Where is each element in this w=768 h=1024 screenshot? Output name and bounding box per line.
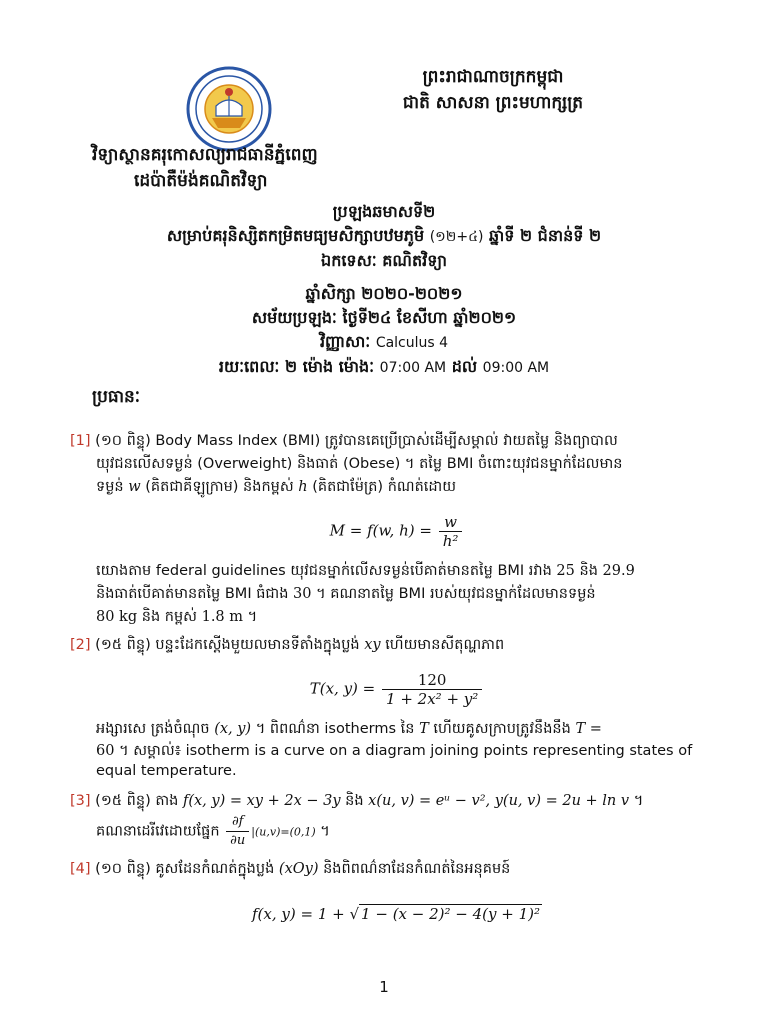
question-number: [4]: [70, 861, 91, 877]
question-number: [3]: [70, 793, 91, 809]
institute-header: [92, 142, 318, 194]
kingdom-header: [378, 64, 608, 116]
kingdom-line-1: ព្រះរាជាណាចក្រកម្ពុជា: [422, 67, 564, 87]
question-1: [1] (១០ ពិន្ទុ) Body Mass Index (BMI) ត្រូវបានគេប្រើប្រាស់ដើម្បីសម្គាល់ វាយតម្លៃ និងព្យាបាល យុវជនលើសទម្ងន់ (Overweight) និងធាត់ (Obese) ។ តម្លៃ BMI ចំពោះយុវជនម្នាក់ដែលមាន ទម្ងន់ w (គិតជាគីឡូក្រាម) និងកម្ពស់ h (គិតជាម៉ែត្រ) កំណត់ដោយ M = f(w, h) = $\frac{w}{\text{h²}}$ យោងតាម federal guidelines យុវជនម្នាក់លើសទម្ងន់បើគាត់មានតម្លៃ BMI រវាង 25 និង 29.9 និងធាត់បើគាត់មានតម្លៃ BMI ធំជាង 30 ។ គណនាតម្លៃ BMI របស់យុវជនម្នាក់ដែលមានទម្ងន់ 80 kg និង កម្ពស់ 1.8 m ។: [96, 430, 698, 629]
exam-info: [0, 200, 768, 273]
department-name: ដេប៉ាតឺម៉ង់គណិតវិទ្យា: [134, 171, 268, 191]
exam-schedule: [0, 282, 768, 380]
exam-session: សម័យប្រឡងៈ ថ្ងៃទី២៤ ខែសីហា ឆ្នាំ២០២១: [251, 308, 517, 327]
question-number: [1]: [70, 433, 91, 449]
question-3: [3] (១៥ ពិន្ទុ) តាង f(x, y) = xy + 2x − 3y និង x(u, v) = eᵘ − v², y(u, v) = 2u + ln v ។ គណនាដេរីវេដោយផ្នែក $\frac{\partial f}{\partial u}$ |(u,v)=(0,1) ។: [70, 793, 644, 848]
exam-subject: វិញ្ញាសាៈ Calculus 4: [319, 332, 449, 351]
question-4: [4] (១០ ពិន្ទុ) គូសដែនកំណត់ក្នុងប្លង់ (xOy) និងពិពណ៌នាដែនកំណត់នៃអនុគមន៍ f(x, y) = 1 + √ 1 − (x − 2)² − 4(y + 1)²: [96, 858, 698, 936]
institute-logo-icon: [186, 66, 272, 152]
page-number: 1: [379, 978, 389, 996]
institute-name: វិទ្យាស្ថានគរុកោសល្យរាជធានីភ្នំពេញ: [92, 145, 318, 165]
domain-formula: f(x, y) = 1 + √ 1 − (x − 2)² − 4(y + 1)²: [251, 905, 541, 923]
question-2: [2] (១៥ ពិន្ទុ) បន្ទះដែកស្តើងមួយលមានទីតាំងក្នុងប្លង់ xy ហើយមានសីតុណ្ហភាព T(x, y) = $\frac{120}{\text{1 + 2x² + y²}}$ អង្សារសេ ត្រង់ចំណុច (x, y) ។ ពិពណ៌នា isotherms នៃ T ហើយគូសក្រាបត្រូវនឹងនឹង T = 60 ។ សម្គាល់៖ isotherm is a curve on a diagram joining points representing states of equal temperature.: [96, 634, 698, 781]
exam-duration: រយៈពេលៈ ២ ម៉ោង ម៉ោងៈ 07:00 AM ដល់ 09:00 AM: [218, 357, 550, 376]
exam-audience: សម្រាប់គរុនិស្សិតកម្រិតមធ្យមសិក្សាបឋមភូមិ (១២+៤) ឆ្នាំទី ២ ជំនាន់ទី ២: [166, 226, 602, 245]
academic-year: ឆ្នាំសិក្សា ២០២០-២០២១: [305, 284, 463, 303]
bmi-formula: M = f(w, h) = $\frac{w}{\text{h²}}$: [96, 513, 698, 550]
kingdom-line-2: ជាតិ សាសនា ព្រះមហាក្សត្រ: [402, 93, 584, 113]
section-title: ប្រធានៈ: [92, 387, 141, 407]
question-number: [2]: [70, 637, 91, 653]
exam-title: ប្រឡងឆមាសទី២: [332, 202, 436, 221]
exam-major: ឯកទេសៈ គណិតវិទ្យា: [321, 251, 447, 270]
temperature-formula: T(x, y) = $\frac{120}{\text{1 + 2x² + y²}}$: [96, 671, 698, 708]
